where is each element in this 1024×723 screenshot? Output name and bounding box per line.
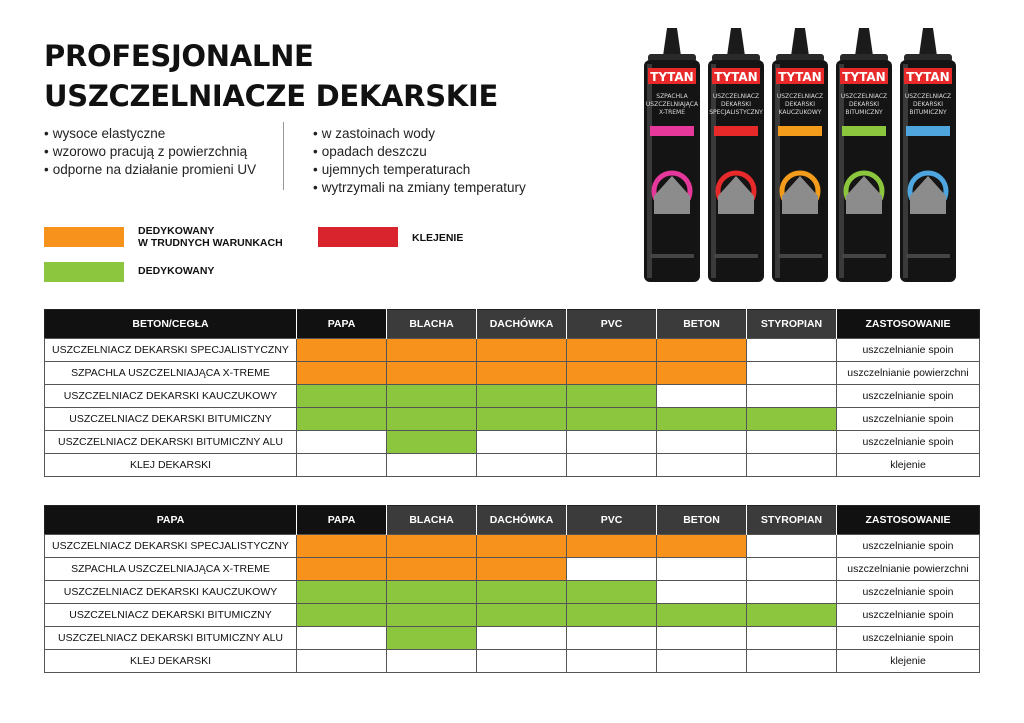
column-header: DACHÓWKA [477,506,567,535]
tube-label: USZCZELNIAJĄCA [645,101,699,108]
product-name-cell: SZPACHLA USZCZELNIAJĄCA X-TREME [45,362,297,385]
rating-cell-empty [747,627,837,650]
rating-cell-empty [477,454,567,477]
sealant-tube [900,28,956,282]
rating-cell-dedicated [567,385,657,408]
rating-cell-dedicated [567,408,657,431]
tube-label: USZCZELNIACZ [776,93,824,100]
table-row [45,431,980,454]
rating-cell-empty [747,650,837,673]
rating-cell-empty [657,581,747,604]
rating-cell-hard-conditions [567,339,657,362]
tube-label: BITUMICZNY [909,109,947,116]
column-header: BETON [657,506,747,535]
column-header: BETON [657,310,747,339]
rating-cell-empty [657,385,747,408]
sealant-tube [836,28,892,282]
product-name-cell: SZPACHLA USZCZELNIAJĄCA X-TREME [45,558,297,581]
table-row [45,604,980,627]
rating-cell-empty [387,650,477,673]
rating-cell-empty [747,339,837,362]
rating-cell-empty [567,650,657,673]
usage-cell: klejenie [837,454,980,477]
rating-cell-empty [747,431,837,454]
column-header: BLACHA [387,506,477,535]
table-row [45,408,980,431]
tube-brand: TYTAN [842,70,886,84]
rating-cell-empty [297,454,387,477]
table-row [45,535,980,558]
tube-nozzle [919,28,937,56]
usage-cell: uszczelnianie spoin [837,431,980,454]
tube-footer-line [714,254,758,258]
usage-cell: uszczelnianie spoin [837,581,980,604]
rating-cell-empty [477,431,567,454]
tube-label: SZPACHLA [656,93,688,100]
tube-brand: TYTAN [906,70,950,84]
tube-nozzle [663,28,681,56]
rating-cell-empty [567,431,657,454]
table-header-row [45,506,980,535]
rating-cell-hard-conditions [477,558,567,581]
rating-cell-hard-conditions [567,362,657,385]
rating-cell-empty [297,431,387,454]
tube-label: SPECJALISTYCZNY [709,109,763,116]
rating-cell-empty [747,558,837,581]
column-header: ZASTOSOWANIE [837,506,980,535]
rating-cell-empty [747,581,837,604]
tube-color-band [778,126,822,136]
legend-swatch-orange [44,227,124,247]
tube-color-band [650,126,694,136]
tube-label: USZCZELNIACZ [712,93,760,100]
rating-cell-hard-conditions [387,535,477,558]
product-tubes-image [636,26,966,286]
rating-cell-dedicated [477,408,567,431]
legend-swatch-green [44,262,124,282]
product-name-cell: KLEJ DEKARSKI [45,650,297,673]
rating-cell-hard-conditions [387,362,477,385]
rating-cell-empty [387,454,477,477]
usage-cell: uszczelnianie spoin [837,535,980,558]
rating-cell-dedicated [297,604,387,627]
usage-cell: uszczelnianie spoin [837,627,980,650]
rating-cell-empty [657,558,747,581]
rating-cell-hard-conditions [297,535,387,558]
column-header: DACHÓWKA [477,310,567,339]
rating-cell-empty [657,627,747,650]
feature-divider [283,122,284,190]
usage-cell: uszczelnianie spoin [837,385,980,408]
column-header: BETON/CEGŁA [45,310,297,339]
rating-cell-dedicated [297,581,387,604]
title-line-2: USZCZELNIACZE DEKARSKIE [44,79,498,113]
tube-label: DEKARSKI [784,101,816,108]
tube-label: USZCZELNIACZ [840,93,888,100]
legend-label-red: KLEJENIE [412,232,464,244]
rating-cell-dedicated [657,408,747,431]
table-row [45,385,980,408]
usage-cell: uszczelnianie spoin [837,604,980,627]
tube-nozzle [727,28,745,56]
tube-shine [647,64,652,278]
column-header: PAPA [297,310,387,339]
rating-cell-empty [747,362,837,385]
product-name-cell: KLEJ DEKARSKI [45,454,297,477]
rating-cell-empty [657,431,747,454]
product-name-cell: USZCZELNIACZ DEKARSKI SPECJALISTYCZNY [45,339,297,362]
rating-cell-dedicated [297,408,387,431]
usage-cell: uszczelnianie powierzchni [837,362,980,385]
rating-cell-empty [747,385,837,408]
rating-cell-empty [297,627,387,650]
rating-cell-empty [477,627,567,650]
rating-cell-hard-conditions [477,339,567,362]
rating-cell-hard-conditions [657,535,747,558]
usage-cell: uszczelnianie powierzchni [837,558,980,581]
rating-cell-empty [657,650,747,673]
column-header: STYROPIAN [747,506,837,535]
tube-color-band [842,126,886,136]
rating-cell-hard-conditions [297,362,387,385]
rating-cell-dedicated [387,627,477,650]
rating-cell-hard-conditions [387,558,477,581]
usage-cell: uszczelnianie spoin [837,408,980,431]
rating-cell-empty [747,454,837,477]
tube-brand: TYTAN [714,70,758,84]
title-line-1: PROFESJONALNE [44,39,314,73]
rating-cell-dedicated [567,604,657,627]
tube-footer-line [906,254,950,258]
rating-cell-dedicated [387,408,477,431]
feature-item: • wzorowo pracują z powierzchnią [44,143,256,161]
tube-footer-line [650,254,694,258]
tube-label: DEKARSKI [848,101,880,108]
sealant-tube [772,28,828,282]
tube-label: USZCZELNIACZ [904,93,952,100]
rating-cell-dedicated [657,604,747,627]
column-header: ZASTOSOWANIE [837,310,980,339]
sealant-tube [708,28,764,282]
table-row [45,558,980,581]
feature-item: • ujemnych temperaturach [313,161,526,179]
tube-label: DEKARSKI [720,101,752,108]
table-header-row [45,310,980,339]
tube-brand: TYTAN [650,70,694,84]
feature-item: • opadach deszczu [313,143,526,161]
column-header: PVC [567,506,657,535]
tube-label: X-TREME [658,109,686,116]
rating-cell-dedicated [297,385,387,408]
sealant-tube [644,28,700,282]
rating-cell-hard-conditions [657,339,747,362]
compatibility-table-beton [44,309,980,477]
tube-color-band [714,126,758,136]
product-name-cell: USZCZELNIACZ DEKARSKI KAUCZUKOWY [45,581,297,604]
compatibility-table-papa [44,505,980,673]
column-header: BLACHA [387,310,477,339]
rating-cell-dedicated [567,581,657,604]
rating-cell-hard-conditions [387,339,477,362]
column-header: PAPA [297,506,387,535]
rating-cell-empty [477,650,567,673]
rating-cell-hard-conditions [567,535,657,558]
legend-label-orange: DEDYKOWANY W TRUDNYCH WARUNKACH [138,225,283,249]
legend-label-green: DEDYKOWANY [138,265,215,277]
feature-list-right [313,125,526,197]
tube-label: KAUCZUKOWY [778,109,822,116]
tube-nozzle [855,28,873,56]
product-name-cell: USZCZELNIACZ DEKARSKI BITUMICZNY [45,408,297,431]
rating-cell-hard-conditions [477,535,567,558]
rating-cell-dedicated [387,581,477,604]
product-name-cell: USZCZELNIACZ DEKARSKI SPECJALISTYCZNY [45,535,297,558]
product-name-cell: USZCZELNIACZ DEKARSKI BITUMICZNY ALU [45,431,297,454]
page-title [44,36,498,116]
tube-label: DEKARSKI [912,101,944,108]
legend-swatch-red [318,227,398,247]
rating-cell-hard-conditions [657,362,747,385]
column-header: PVC [567,310,657,339]
rating-cell-hard-conditions [297,339,387,362]
table-row [45,650,980,673]
rating-cell-dedicated [387,604,477,627]
rating-cell-empty [567,558,657,581]
product-name-cell: USZCZELNIACZ DEKARSKI BITUMICZNY ALU [45,627,297,650]
column-header: STYROPIAN [747,310,837,339]
product-name-cell: USZCZELNIACZ DEKARSKI BITUMICZNY [45,604,297,627]
rating-cell-dedicated [477,581,567,604]
table-row [45,581,980,604]
rating-cell-empty [567,454,657,477]
table-row [45,339,980,362]
tube-brand: TYTAN [778,70,822,84]
rating-cell-dedicated [747,408,837,431]
feature-item: • w zastoinach wody [313,125,526,143]
rating-cell-hard-conditions [297,558,387,581]
rating-cell-empty [297,650,387,673]
usage-cell: uszczelnianie spoin [837,339,980,362]
feature-item: • odporne na działanie promieni UV [44,161,256,179]
rating-cell-dedicated [387,431,477,454]
column-header: PAPA [45,506,297,535]
feature-item: • wysoce elastyczne [44,125,256,143]
rating-cell-dedicated [477,385,567,408]
rating-cell-dedicated [747,604,837,627]
table-row [45,454,980,477]
tube-nozzle [791,28,809,56]
rating-cell-dedicated [387,385,477,408]
rating-cell-empty [747,535,837,558]
table-row [45,627,980,650]
tube-color-band [906,126,950,136]
rating-cell-empty [567,627,657,650]
tube-label: BITUMICZNY [845,109,883,116]
feature-list-left [44,125,256,179]
rating-cell-hard-conditions [477,362,567,385]
table-row [45,362,980,385]
rating-cell-dedicated [477,604,567,627]
tube-footer-line [778,254,822,258]
rating-cell-empty [657,454,747,477]
tube-footer-line [842,254,886,258]
usage-cell: klejenie [837,650,980,673]
feature-item: • wytrzymali na zmiany temperatury [313,179,526,197]
product-name-cell: USZCZELNIACZ DEKARSKI KAUCZUKOWY [45,385,297,408]
